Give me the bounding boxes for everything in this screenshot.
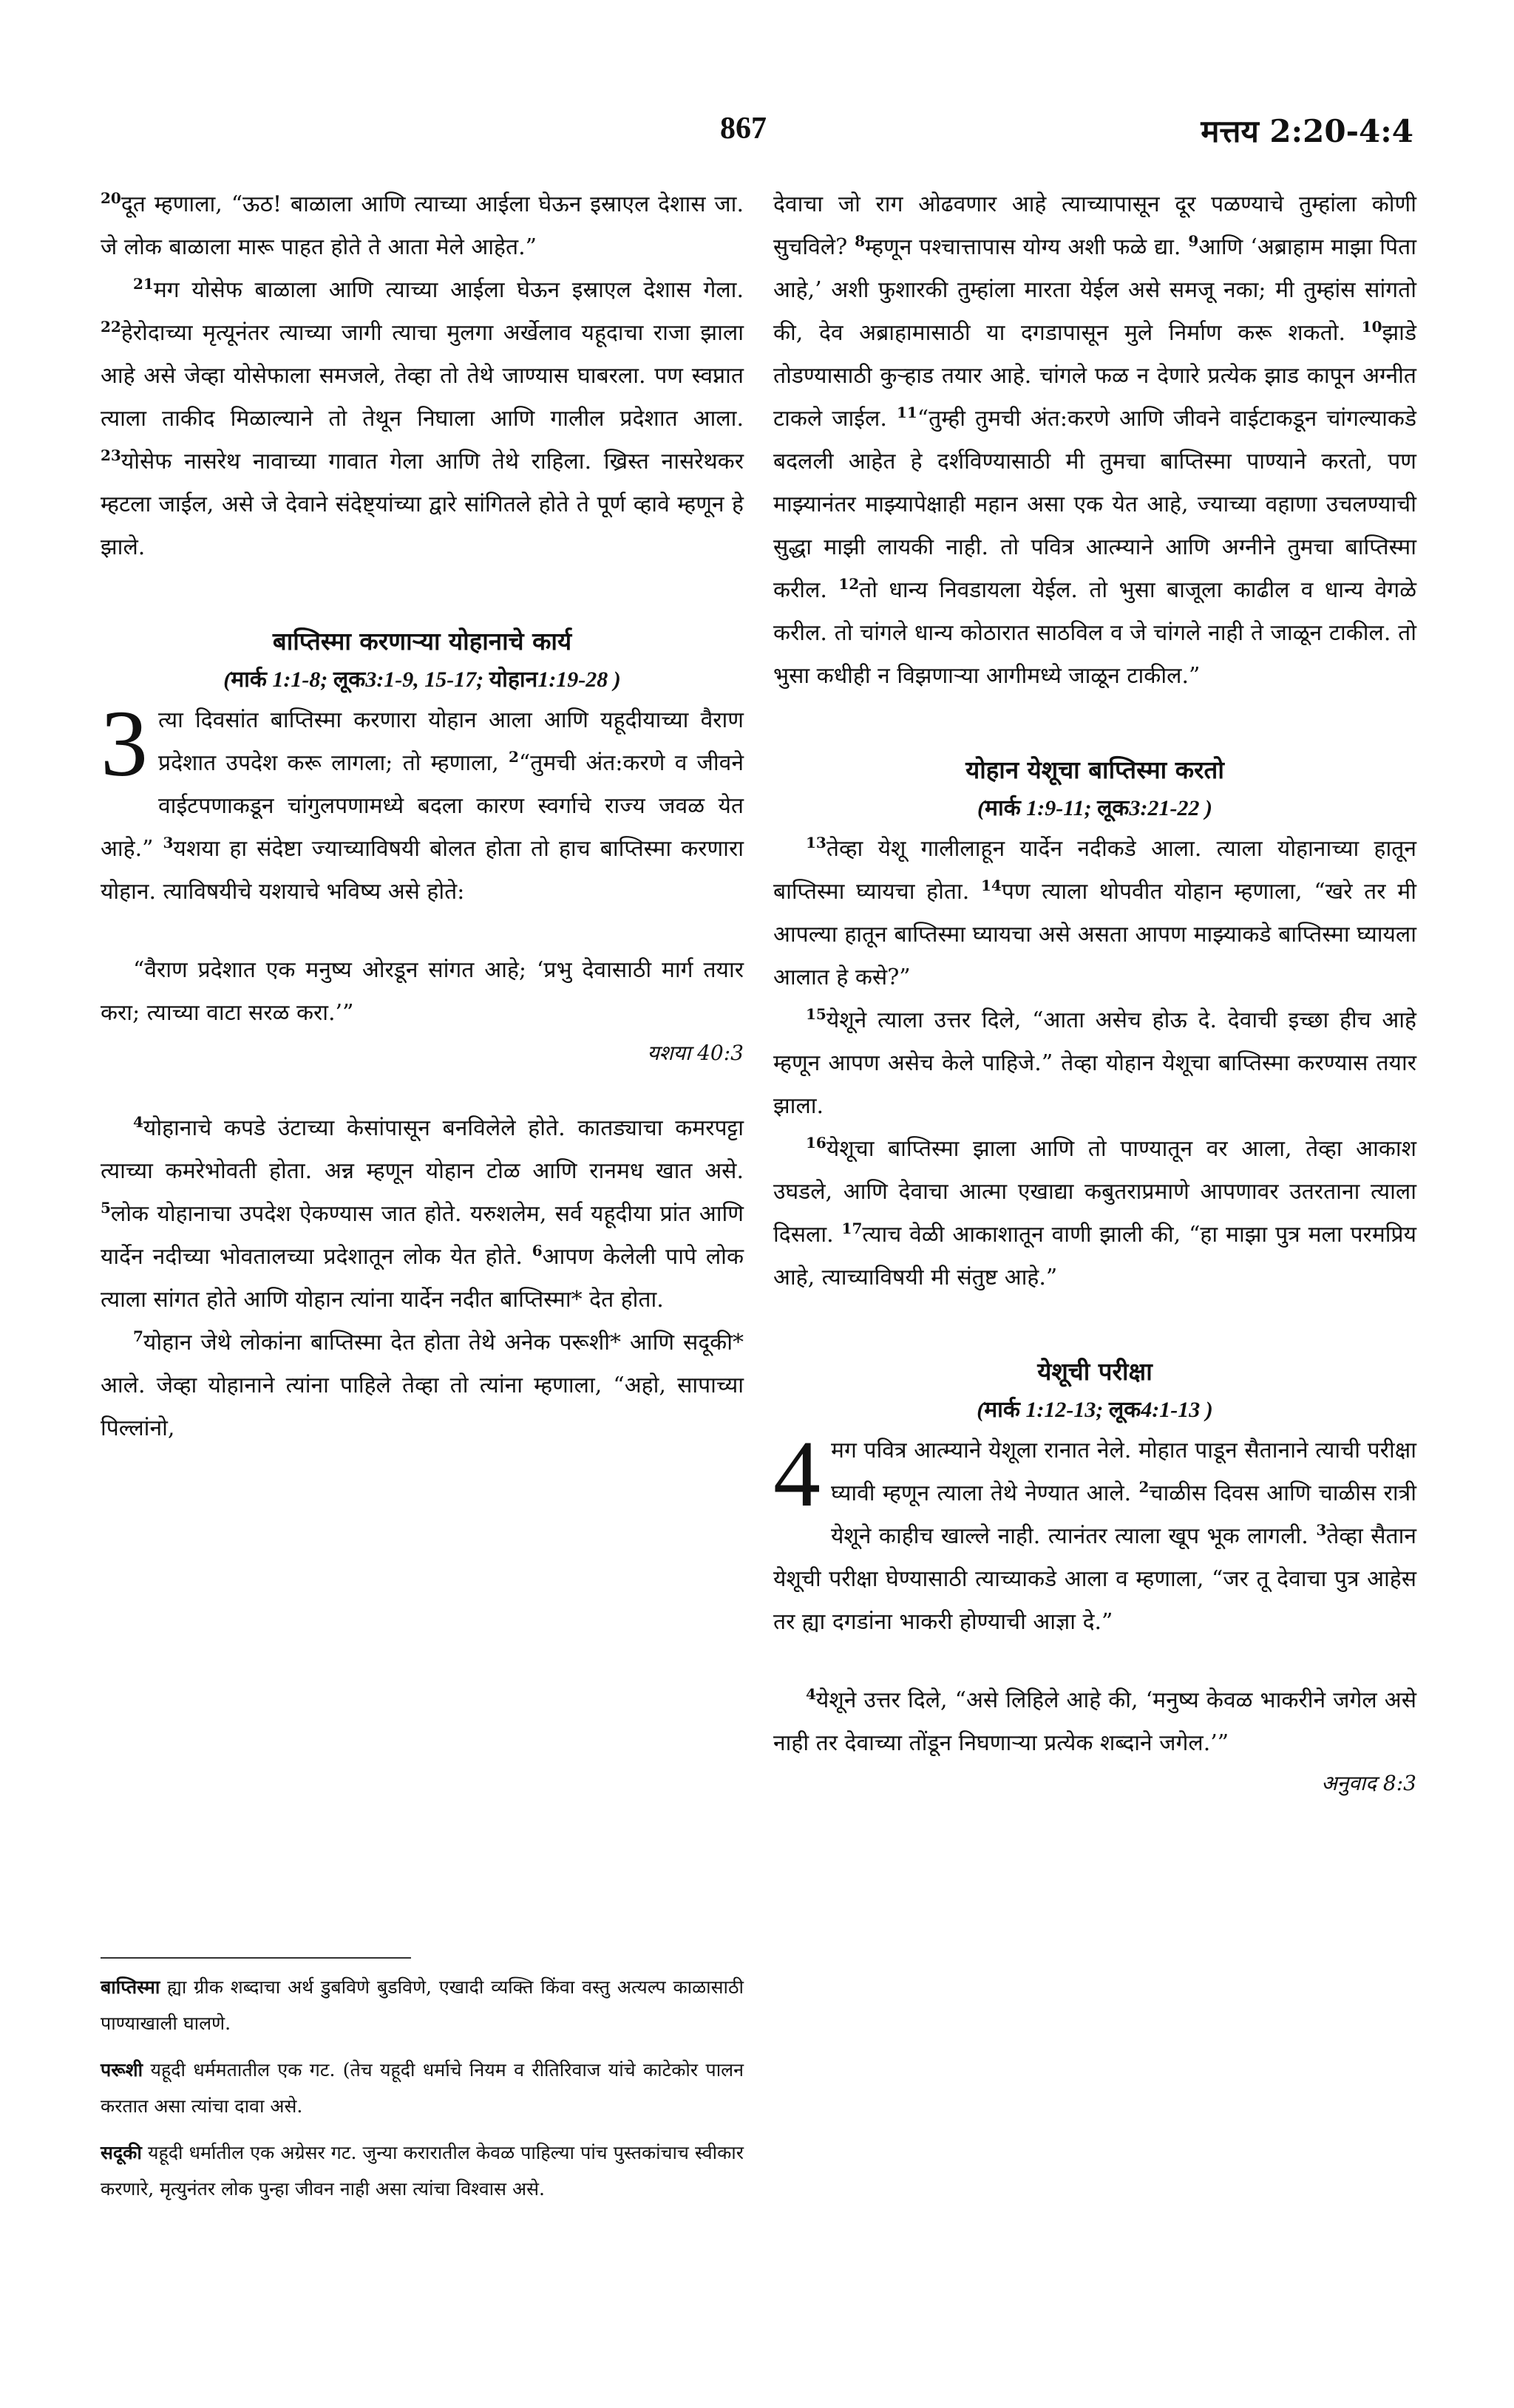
footnote-divider <box>101 1957 411 1959</box>
verse-number: 17 <box>841 1220 863 1237</box>
verse-text: देवाचा जो राग ओढवणार आहे त्याच्यापासून दूर पळण्याचे तुम्हांला कोणी सुचविले? <box>773 191 1416 260</box>
verse-text: योहानाचे कपडे उंटाच्या केसांपासून बनविलेले होते. कातड्याचा कमरपट्टा त्याच्या कमरेभोवती होता. अन्न म्हणून योहान टोळ आणि रानमध खात असे. <box>101 1115 744 1184</box>
verse-paragraph <box>773 1421 1416 1644</box>
footnote-text: यहूदी धर्मातील एक अग्रेसर गट. जुन्या करारातील केवळ पाहिल्या पांच पुस्तकांचाच स्वीकार करणारे, मृत्युनंतर लोक पुन्हा जीवन नाही असा त्यांचा विश्वास असे. <box>101 2142 744 2200</box>
verse-number: 13 <box>806 834 826 851</box>
footnote <box>101 1969 744 2041</box>
verse-text: तेव्हा येशू गालीलाहून यार्देन नदीकडे आला. त्याला योहानाच्या हातून बाप्तिस्मा घ्यायचा होता. <box>773 836 1416 905</box>
verse-number: 6 <box>532 1242 543 1259</box>
verse-number: 2 <box>509 748 519 766</box>
footnote <box>101 2052 744 2124</box>
verse-number: 9 <box>1188 232 1199 250</box>
verse-text: हेरोदाच्या मृत्यूनंतर त्याच्या जागी त्याचा मुलगा अर्खेलाव यहूदाचा राजा झाला आहे असे जेव्हा योसेफाला समजले, तेव्हा तो तेथे जाण्यास घाबरला. पण स्वप्नात त्याला ताकीद मिळाल्याने तो तेथून निघाला आणि गालील प्रदेशात आला. <box>101 320 744 432</box>
verse-number: 4 <box>133 1113 143 1131</box>
running-head: मत्तय 2:20-4:4 <box>1201 113 1413 149</box>
section-heading: बाप्तिस्मा करणाऱ्या योहानाचे कार्य <box>272 627 572 656</box>
verse-number: 10 <box>1361 318 1382 336</box>
footnote-term: बाप्तिस्मा <box>101 1976 160 1998</box>
footnote-term: सदूकी <box>101 2142 142 2163</box>
verse-text: त्या दिवसांत बाप्तिस्मा करणारा योहान आला आणि यहूदीयाच्या वैराण प्रदेशात उपदेश करू लागला; तो म्हणाला, <box>158 707 744 776</box>
left-column <box>101 183 744 1450</box>
chapter-start <box>101 691 744 914</box>
verse-text: मग पवित्र आत्म्याने येशूला रानात नेले. मोहात पाडून सैतानाने त्याची परीक्षा घ्यावी म्हणून त्याला तेथे नेण्यात आले. <box>831 1438 1416 1506</box>
right-column <box>773 183 1416 1802</box>
cross-reference: (मार्क 1:1-8; लूक3:1-9, 15-17; योहान1:19-28 ) <box>223 667 621 693</box>
verse-paragraph <box>773 999 1416 1128</box>
cross-reference: (मार्क 1:12-13; लूक4:1-13 ) <box>977 1397 1213 1423</box>
verse-text: म्हणून पश्चात्तापास योग्य अशी फळे द्या. <box>865 234 1189 260</box>
chapter-number: 4 <box>773 1421 821 1526</box>
verse-number: 4 <box>806 1685 816 1703</box>
verse-number: 11 <box>896 404 917 421</box>
verse-paragraph <box>773 1679 1416 1765</box>
verse-text: आणि ‘अब्राहाम माझा पिता आहे,’ अशी फुशारकी तुम्हांला मारता येईल असे समजू नका; मी तुम्हांस सांगतो की, देव अब्राहामासाठी या दगडापासून मुले निर्माण करू शकतो. <box>773 234 1416 346</box>
quote-reference: अनुवाद 8:3 <box>1321 1771 1416 1795</box>
verse-text: येशूने त्याला उत्तर दिले, “आता असेच होऊ दे. देवाची इच्छा हीच आहे म्हणून आपण असेच केले पाहिजे.” तेव्हा योहान येशूचा बाप्तिस्मा करण्यास तयार झाला. <box>773 1007 1416 1119</box>
verse-text: आपण केलेली पापे लोक त्याला सांगत होते आणि योहान त्यांना यार्देन नदीत बाप्तिस्मा* देत होता. <box>101 1244 744 1313</box>
section-heading: योहान येशूचा बाप्तिस्मा करतो <box>965 755 1224 784</box>
verse-text: झाडे तोडण्यासाठी कुऱ्हाड तयार आहे. चांगले फळ न देणारे प्रत्येक झाड कापून अग्नीत टाकले जाईल. <box>773 320 1416 432</box>
chapter-start <box>773 1421 1416 1644</box>
page-number: 867 <box>720 112 767 146</box>
verse-number: 15 <box>806 1005 826 1023</box>
scripture-quote: “वैराण प्रदेशात एक मनुष्य ओरडून सांगत आहे; ‘प्रभु देवासाठी मार्ग तयार करा; त्याच्या वाटा सरळ करा.’” <box>101 957 744 1026</box>
footnote-text: ह्या ग्रीक शब्दाचा अर्थ डुबविणे बुडविणे, एखादी व्यक्ति किंवा वस्तु अत्यल्प काळासाठी पाण्याखाली घालणे. <box>101 1976 744 2034</box>
verse-number: 3 <box>1316 1521 1327 1539</box>
verse-number: 8 <box>855 232 866 250</box>
verse-number: 21 <box>133 275 154 293</box>
verse-text: येशूने उत्तर दिले, “असे लिहिले आहे की, ‘मनुष्य केवळ भाकरीने जगेल असे नाही तर देवाच्या तोंडून निघणाऱ्या प्रत्येक शब्दाने जगेल.’” <box>773 1687 1416 1756</box>
verse-text: येशूचा बाप्तिस्मा झाला आणि तो पाण्यातून वर आला, तेव्हा आकाश उघडले, आणि देवाचा आत्मा एखाद्या कबुतराप्रमाणे आपणावर उतरताना त्याला दिसला. <box>773 1136 1416 1248</box>
verse-number: 22 <box>101 318 121 336</box>
verse-paragraph <box>773 1128 1416 1299</box>
verse-text: दूत म्हणाला, “ऊठ! बाळाला आणि त्याच्या आईला घेऊन इस्राएल देशास जा. जे लोक बाळाला मारू पाहत होते ते आता मेले आहेत.” <box>101 191 744 260</box>
verse-number: 23 <box>101 446 121 464</box>
verse-paragraph <box>101 269 744 569</box>
quote-reference: यशया 40:3 <box>647 1041 744 1065</box>
verse-number: 20 <box>101 189 121 207</box>
verse-text: लोक योहानाचा उपदेश ऐकण्यास जात होते. यरुशलेम, सर्व यहूदीया प्रांत आणि यार्देन नदीच्या भोवतालच्या प्रदेशातून लोक येत होते. <box>101 1201 744 1270</box>
footnote-term: परूशी <box>101 2059 143 2081</box>
verse-text: त्याच वेळी आकाशातून वाणी झाली की, “हा माझा पुत्र मला परमप्रिय आहे, त्याच्याविषयी मी संतुष्ट आहे.” <box>773 1222 1416 1290</box>
verse-text: पण त्याला थोपवीत योहान म्हणाला, “खरे तर मी आपल्या हातून बाप्तिस्मा घ्यायचा असे असता आपण माझ्याकडे बाप्तिस्मा घ्यायला आलात हे कसे?” <box>773 879 1416 990</box>
verse-paragraph <box>101 1322 744 1450</box>
verse-number: 12 <box>838 575 860 593</box>
footnote-text: यहूदी धर्ममतातील एक गट. (तेच यहूदी धर्माचे नियम व रीतिरिवाज यांचे काटेकोर पालन करतात असा त्यांचा दावा असे. <box>101 2059 744 2117</box>
verse-text: योहान जेथे लोकांना बाप्तिस्मा देत होता तेथे अनेक परूशी* आणि सदूकी* आले. जेव्हा योहानाने त्यांना पाहिले तेव्हा तो त्यांना म्हणाला, “अहो, सापाच्या पिल्लांनो, <box>101 1330 744 1441</box>
footnotes <box>101 1969 744 2217</box>
verse-paragraph <box>101 1107 744 1322</box>
verse-text: “तुमची अंत:करणे व जीवने वाईटपणाकडून चांगुलपणामध्ये बदला कारण स्वर्गाचे राज्य जवळ येत आहे.” <box>101 750 744 862</box>
verse-paragraph <box>101 183 744 269</box>
verse-number: 7 <box>133 1327 143 1345</box>
verse-paragraph <box>101 691 744 914</box>
verse-text: योसेफ नासरेथ नावाच्या गावात गेला आणि तेथे राहिला. ख्रिस्त नासरेथकर म्हटला जाईल, असे जे देवाने संदेष्ट्यांच्या द्वारे सांगितले होते ते पूर्ण व्हावे म्हणून हे झाले. <box>101 449 744 560</box>
verse-number: 3 <box>163 834 174 851</box>
verse-paragraph <box>773 828 1416 999</box>
verse-text: यशया हा संदेष्टा ज्याच्याविषयी बोलत होता तो हाच बाप्तिस्मा करणारा योहान. त्याविषयीचे यशयाचे भविष्य असे होते: <box>101 836 744 905</box>
verse-text: “तुम्ही तुमची अंत:करणे आणि जीवने वाईटाकडून चांगल्याकडे बदलली आहेत हे दर्शविण्यासाठी मी तुमचा बाप्तिस्मा पाण्याने करतो, पण माझ्यानंतर माझ्यापेक्षाही महान असा एक येत आहे, ज्याच्या वहाणा उचलण्याची सुद्धा माझी लायकी नाही. तो पवित्र आत्म्याने आणि अग्नीने तुमचा बाप्तिस्मा करील. <box>773 406 1416 603</box>
verse-text: चाळीस दिवस आणि चाळीस रात्री येशूने काहीच खाल्ले नाही. त्यानंतर त्याला खूप भूक लागली. <box>831 1480 1416 1549</box>
footnote <box>101 2135 744 2207</box>
cross-reference: (मार्क 1:9-11; लूक3:21-22 ) <box>977 795 1212 821</box>
verse-number: 5 <box>101 1199 111 1217</box>
chapter-number: 3 <box>101 691 148 796</box>
verse-paragraph <box>773 183 1416 698</box>
section-heading: येशूची परीक्षा <box>1037 1357 1153 1386</box>
verse-text: मग योसेफ बाळाला आणि त्याच्या आईला घेऊन इस्राएल देशास गेला. <box>153 277 744 303</box>
verse-text: तो धान्य निवडायला येईल. तो भुसा बाजूला काढील व धान्य वेगळे करील. तो चांगले धान्य कोठारात साठविल व जे चांगले नाही ते जाळून टाकील. तो भुसा कधीही न विझणाऱ्या आगीमध्ये जाळून टाकील.” <box>773 577 1416 689</box>
verse-text: तेव्हा सैतान येशूची परीक्षा घेण्यासाठी त्याच्याकडे आला व म्हणाला, “जर तू देवाचा पुत्र आहेस तर ह्या दगडांना भाकरी होण्याची आज्ञा दे.” <box>773 1523 1416 1635</box>
verse-number: 16 <box>806 1134 826 1152</box>
verse-number: 2 <box>1138 1478 1150 1496</box>
verse-number: 14 <box>981 877 1002 894</box>
